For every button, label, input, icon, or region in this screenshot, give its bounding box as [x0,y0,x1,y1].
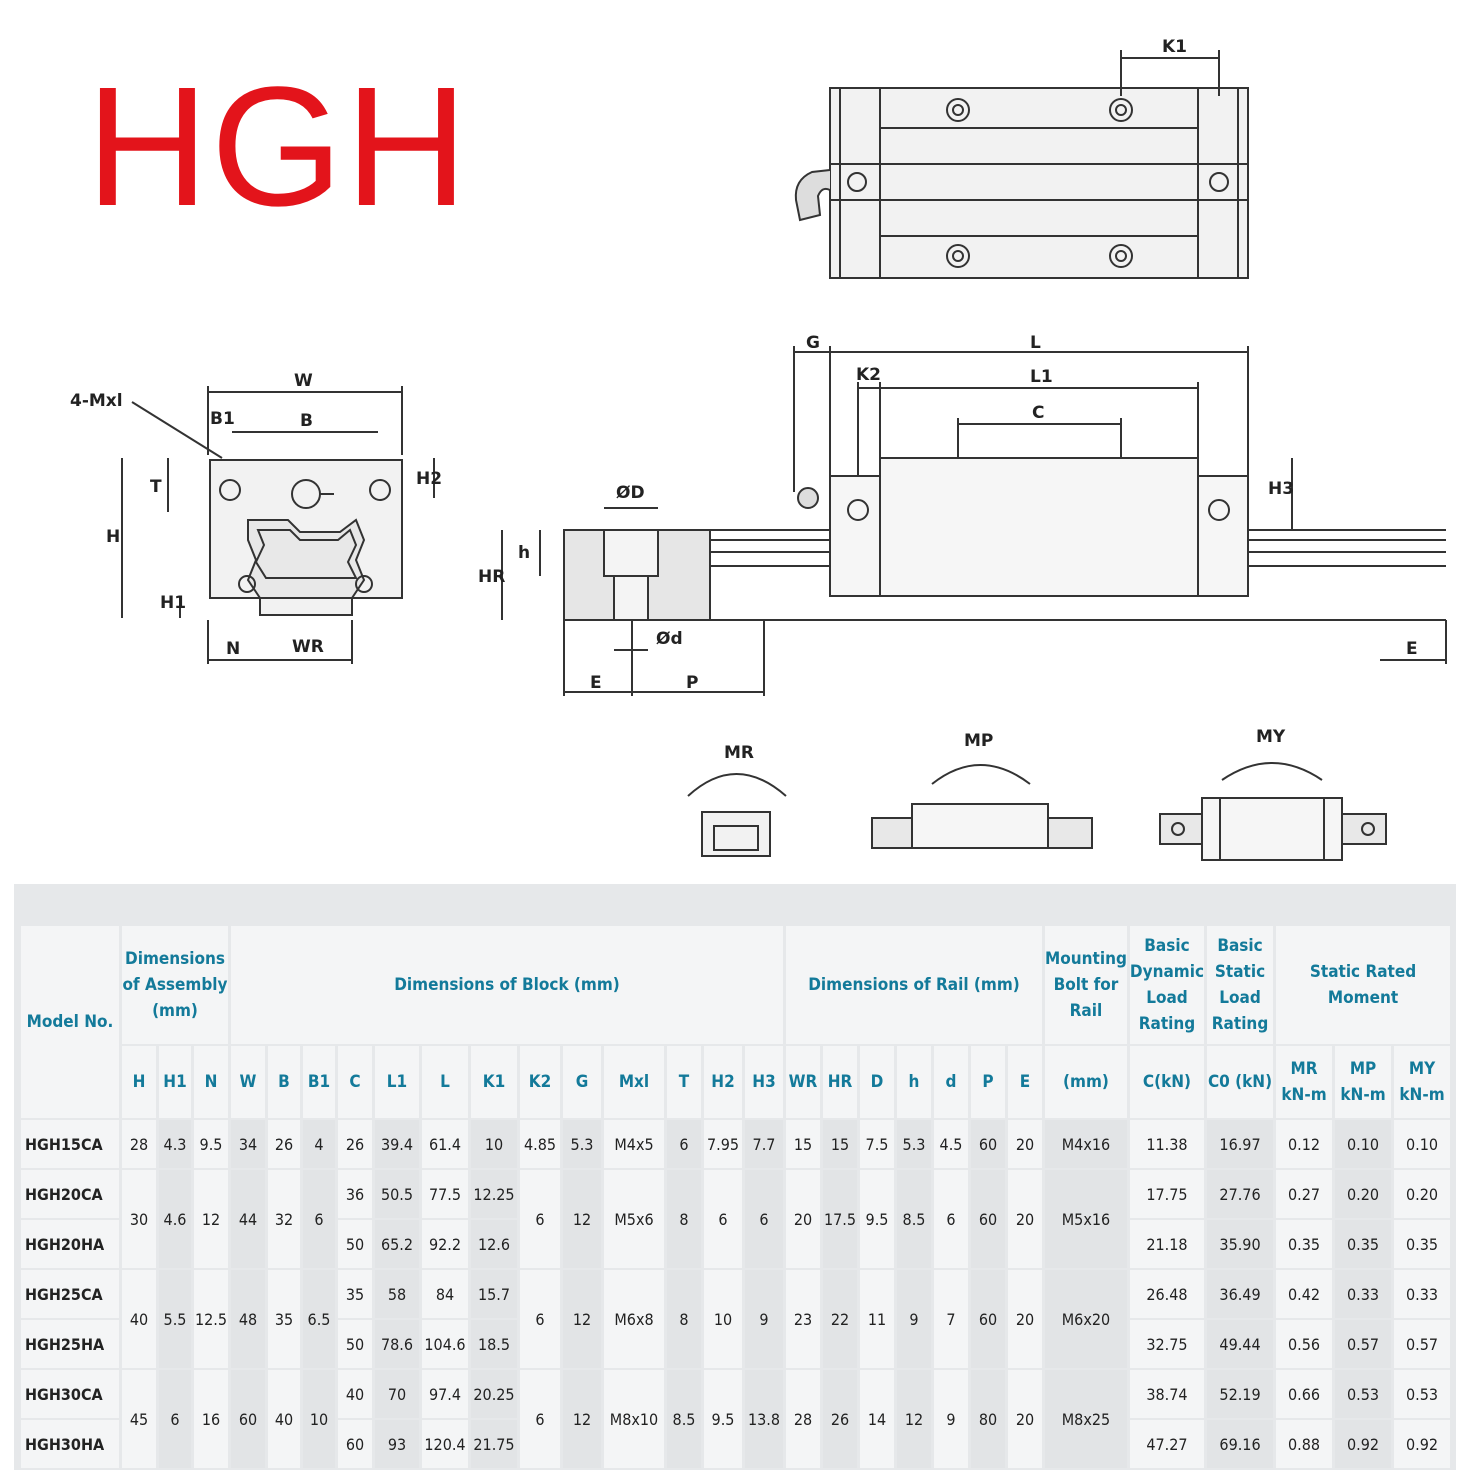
cell-c: 50 [338,1220,372,1268]
cell-ckn: 32.75 [1130,1320,1204,1368]
table-row [21,1170,1450,1218]
col-l: L [422,1046,468,1118]
col-mr-label: MR [1290,1059,1318,1079]
col-b1: B1 [303,1046,335,1118]
col-h1: H1 [159,1046,191,1118]
cell-d: 7.5 [860,1120,894,1168]
cell-l1: 70 [375,1370,419,1418]
col-w: W [231,1046,265,1118]
cell-wr: 15 [786,1120,820,1168]
cell-mp: 0.92 [1335,1420,1391,1468]
side-view [502,346,1446,696]
cell-p: 60 [971,1120,1005,1168]
col-c0kn: C0 (kN) [1207,1046,1273,1118]
label-k2: K2 [856,365,882,385]
cell-c0kn: 69.16 [1207,1420,1273,1468]
cell-mxl: M5x6 [604,1170,664,1268]
hdr-static: Basic Static Load Rating [1207,926,1273,1044]
cell-k1: 21.75 [471,1420,517,1468]
cell-d: 9.5 [860,1170,894,1268]
cell-my: 0.57 [1394,1320,1450,1368]
cell-ckn: 47.27 [1130,1420,1204,1468]
cell-bolt: M4x16 [1045,1120,1127,1168]
cell-mr: 0.27 [1276,1170,1332,1218]
cell-d: 11 [860,1270,894,1368]
label-l1: L1 [1030,367,1053,387]
cell-hr: 15 [823,1120,857,1168]
cell-c0kn: 49.44 [1207,1320,1273,1368]
hdr-rail: Dimensions of Rail (mm) [786,926,1042,1044]
cell-bolt: M5x16 [1045,1170,1127,1268]
cell-w: 60 [231,1370,265,1468]
cell-mxl: M6x8 [604,1270,664,1368]
cell-model: HGH20HA [21,1220,119,1268]
label-c: C [1032,403,1045,423]
col-mp [1335,1046,1391,1118]
cell-p: 80 [971,1370,1005,1468]
cell-h3: 6 [745,1170,783,1268]
cell-b1: 4 [303,1120,335,1168]
cell-b: 35 [268,1270,300,1368]
cell-k2: 6 [520,1170,560,1268]
cell-ds: 9 [934,1370,968,1468]
cell-bolt: M8x25 [1045,1370,1127,1468]
cell-c: 40 [338,1370,372,1418]
cell-hs: 9 [897,1270,931,1368]
cell-model: HGH30HA [21,1420,119,1468]
cell-e: 20 [1008,1120,1042,1168]
cell-c0kn: 52.19 [1207,1370,1273,1418]
label-my: MY [1256,727,1286,747]
hdr-dynamic: Basic Dynamic Load Rating [1130,926,1204,1044]
label-h: H [106,527,121,547]
cell-w: 48 [231,1270,265,1368]
cell-w: 44 [231,1170,265,1268]
cell-ckn: 26.48 [1130,1270,1204,1318]
col-mxl: Mxl [604,1046,664,1118]
cell-hs: 8.5 [897,1170,931,1268]
col-d: D [860,1046,894,1118]
col-hr: HR [823,1046,857,1118]
cell-hr: 22 [823,1270,857,1368]
cell-model: HGH25CA [21,1270,119,1318]
cell-t: 6 [667,1120,701,1168]
cell-l1: 78.6 [375,1320,419,1368]
cell-mp: 0.35 [1335,1220,1391,1268]
brand-title: HGH [86,52,470,242]
cell-h: 28 [122,1120,156,1168]
cell-model: HGH15CA [21,1120,119,1168]
col-h3: H3 [745,1046,783,1118]
cell-k1: 15.7 [471,1270,517,1318]
cell-my: 0.92 [1394,1420,1450,1468]
cell-c0kn: 35.90 [1207,1220,1273,1268]
cell-k1: 12.25 [471,1170,517,1218]
cell-ckn: 21.18 [1130,1220,1204,1268]
cell-my: 0.33 [1394,1270,1450,1318]
cell-k2: 6 [520,1370,560,1468]
cell-ds: 6 [934,1170,968,1268]
cell-t: 8 [667,1170,701,1268]
hdr-moment: Static Rated Moment [1276,926,1450,1044]
cell-mxl: M8x10 [604,1370,664,1468]
col-l1: L1 [375,1046,419,1118]
cell-l1: 93 [375,1420,419,1468]
col-my-unit: kN-m [1399,1085,1445,1105]
cell-l: 104.6 [422,1320,468,1368]
top-view [796,50,1248,278]
cell-my: 0.20 [1394,1170,1450,1218]
moment-icons [688,763,1386,860]
cell-l1: 65.2 [375,1220,419,1268]
cell-k2: 6 [520,1270,560,1368]
cell-c0kn: 16.97 [1207,1120,1273,1168]
label-b: B [300,411,313,431]
col-mr-unit: kN-m [1281,1085,1327,1105]
label-od: ØD [616,483,645,503]
cell-hs: 12 [897,1370,931,1468]
spec-table [18,924,1453,1470]
cell-h1: 4.6 [159,1170,191,1268]
cell-my: 0.10 [1394,1120,1450,1168]
cell-c: 26 [338,1120,372,1168]
cell-ckn: 38.74 [1130,1370,1204,1418]
cell-l: 97.4 [422,1370,468,1418]
col-g: G [563,1046,601,1118]
label-n: N [226,639,241,659]
cell-mr: 0.56 [1276,1320,1332,1368]
cell-l: 84 [422,1270,468,1318]
table-row [21,1370,1450,1418]
label-k1: K1 [1162,37,1188,57]
cell-l: 77.5 [422,1170,468,1218]
col-c: C [338,1046,372,1118]
cell-mxl: M4x5 [604,1120,664,1168]
label-g: G [806,333,820,353]
cell-h: 45 [122,1370,156,1468]
cell-mr: 0.66 [1276,1370,1332,1418]
col-mr [1276,1046,1332,1118]
cell-k1: 12.6 [471,1220,517,1268]
front-view [122,386,434,664]
cell-ds: 4.5 [934,1120,968,1168]
cell-model: HGH30CA [21,1370,119,1418]
cell-l: 120.4 [422,1420,468,1468]
cell-p: 60 [971,1270,1005,1368]
label-hr: HR [478,567,506,587]
cell-ds: 7 [934,1270,968,1368]
cell-mp: 0.20 [1335,1170,1391,1218]
col-my-label: MY [1408,1059,1436,1079]
cell-l: 61.4 [422,1120,468,1168]
cell-k1: 20.25 [471,1370,517,1418]
cell-c: 60 [338,1420,372,1468]
cell-h2: 9.5 [704,1370,742,1468]
cell-mp: 0.10 [1335,1120,1391,1168]
cell-my: 0.53 [1394,1370,1450,1418]
col-e: E [1008,1046,1042,1118]
cell-h2: 7.95 [704,1120,742,1168]
col-t: T [667,1046,701,1118]
cell-mp: 0.33 [1335,1270,1391,1318]
col-mp-label: MP [1349,1059,1377,1079]
cell-b: 26 [268,1120,300,1168]
cell-mp: 0.57 [1335,1320,1391,1368]
cell-hs: 5.3 [897,1120,931,1168]
col-bolt: (mm) [1045,1046,1127,1118]
table-row [21,1270,1450,1318]
cell-h2: 6 [704,1170,742,1268]
cell-t: 8 [667,1270,701,1368]
label-hsmall: h [518,543,531,563]
hdr-model: Model No. [21,926,119,1118]
cell-c0kn: 27.76 [1207,1170,1273,1218]
cell-g: 12 [563,1370,601,1468]
cell-b1: 6 [303,1170,335,1268]
cell-h2: 10 [704,1270,742,1368]
cell-n: 16 [194,1370,228,1468]
label-l: L [1030,333,1041,353]
cell-ckn: 11.38 [1130,1120,1204,1168]
cell-w: 34 [231,1120,265,1168]
cell-my: 0.35 [1394,1220,1450,1268]
cell-t: 8.5 [667,1370,701,1468]
col-p: P [971,1046,1005,1118]
col-hs: h [897,1046,931,1118]
cell-hr: 17.5 [823,1170,857,1268]
cell-h: 40 [122,1270,156,1368]
cell-n: 12 [194,1170,228,1268]
cell-mr: 0.12 [1276,1120,1332,1168]
cell-k1: 18.5 [471,1320,517,1368]
label-mxl: 4-Mxl [70,391,123,411]
cell-b1: 6.5 [303,1270,335,1368]
label-h1: H1 [160,593,187,613]
cell-k1: 10 [471,1120,517,1168]
cell-b: 40 [268,1370,300,1468]
col-h2: H2 [704,1046,742,1118]
label-b1: B1 [210,409,235,429]
cell-h3: 7.7 [745,1120,783,1168]
cell-n: 12.5 [194,1270,228,1368]
label-wr: WR [292,637,324,657]
label-mr: MR [724,743,755,763]
cell-wr: 20 [786,1170,820,1268]
col-mp-unit: kN-m [1340,1085,1386,1105]
col-h: H [122,1046,156,1118]
label-e2: E [1406,639,1418,659]
col-my [1394,1046,1450,1118]
cell-l1: 50.5 [375,1170,419,1218]
cell-wr: 23 [786,1270,820,1368]
cell-n: 9.5 [194,1120,228,1168]
cell-k2: 4.85 [520,1120,560,1168]
spec-table-panel [14,884,1456,1470]
cell-b: 32 [268,1170,300,1268]
col-wr: WR [786,1046,820,1118]
col-b: B [268,1046,300,1118]
cell-l1: 58 [375,1270,419,1318]
label-w: W [294,371,313,391]
cell-h1: 6 [159,1370,191,1468]
hdr-block: Dimensions of Block (mm) [231,926,783,1044]
cell-l: 92.2 [422,1220,468,1268]
cell-c: 35 [338,1270,372,1318]
cell-b1: 10 [303,1370,335,1468]
cell-e: 20 [1008,1370,1042,1468]
label-dsmall: Ød [656,629,683,649]
col-k1: K1 [471,1046,517,1118]
cell-l1: 39.4 [375,1120,419,1168]
cell-ckn: 17.75 [1130,1170,1204,1218]
cell-h3: 13.8 [745,1370,783,1468]
cell-h3: 9 [745,1270,783,1368]
label-p: P [686,673,699,693]
cell-h1: 5.5 [159,1270,191,1368]
cell-g: 5.3 [563,1120,601,1168]
hdr-assembly: Dimensions of Assembly (mm) [122,926,228,1044]
cell-c: 50 [338,1320,372,1368]
col-ds: d [934,1046,968,1118]
col-k2: K2 [520,1046,560,1118]
cell-model: HGH25HA [21,1320,119,1368]
cell-g: 12 [563,1270,601,1368]
cell-mr: 0.35 [1276,1220,1332,1268]
cell-mp: 0.53 [1335,1370,1391,1418]
cell-bolt: M6x20 [1045,1270,1127,1368]
cell-mr: 0.88 [1276,1420,1332,1468]
label-e: E [590,673,602,693]
cell-p: 60 [971,1170,1005,1268]
cell-d: 14 [860,1370,894,1468]
label-h3: H3 [1268,479,1295,499]
cell-e: 20 [1008,1170,1042,1268]
label-h2: H2 [416,469,443,489]
cell-g: 12 [563,1170,601,1268]
label-mp: MP [964,731,994,751]
cell-h1: 4.3 [159,1120,191,1168]
hdr-bolt: Mounting Bolt for Rail [1045,926,1127,1044]
table-row [21,1120,1450,1168]
cell-c0kn: 36.49 [1207,1270,1273,1318]
cell-mr: 0.42 [1276,1270,1332,1318]
cell-hr: 26 [823,1370,857,1468]
cell-model: HGH20CA [21,1170,119,1218]
cell-wr: 28 [786,1370,820,1468]
label-t: T [150,477,162,497]
col-ckn: C(kN) [1130,1046,1204,1118]
col-n: N [194,1046,228,1118]
cell-h: 30 [122,1170,156,1268]
cell-e: 20 [1008,1270,1042,1368]
cell-c: 36 [338,1170,372,1218]
